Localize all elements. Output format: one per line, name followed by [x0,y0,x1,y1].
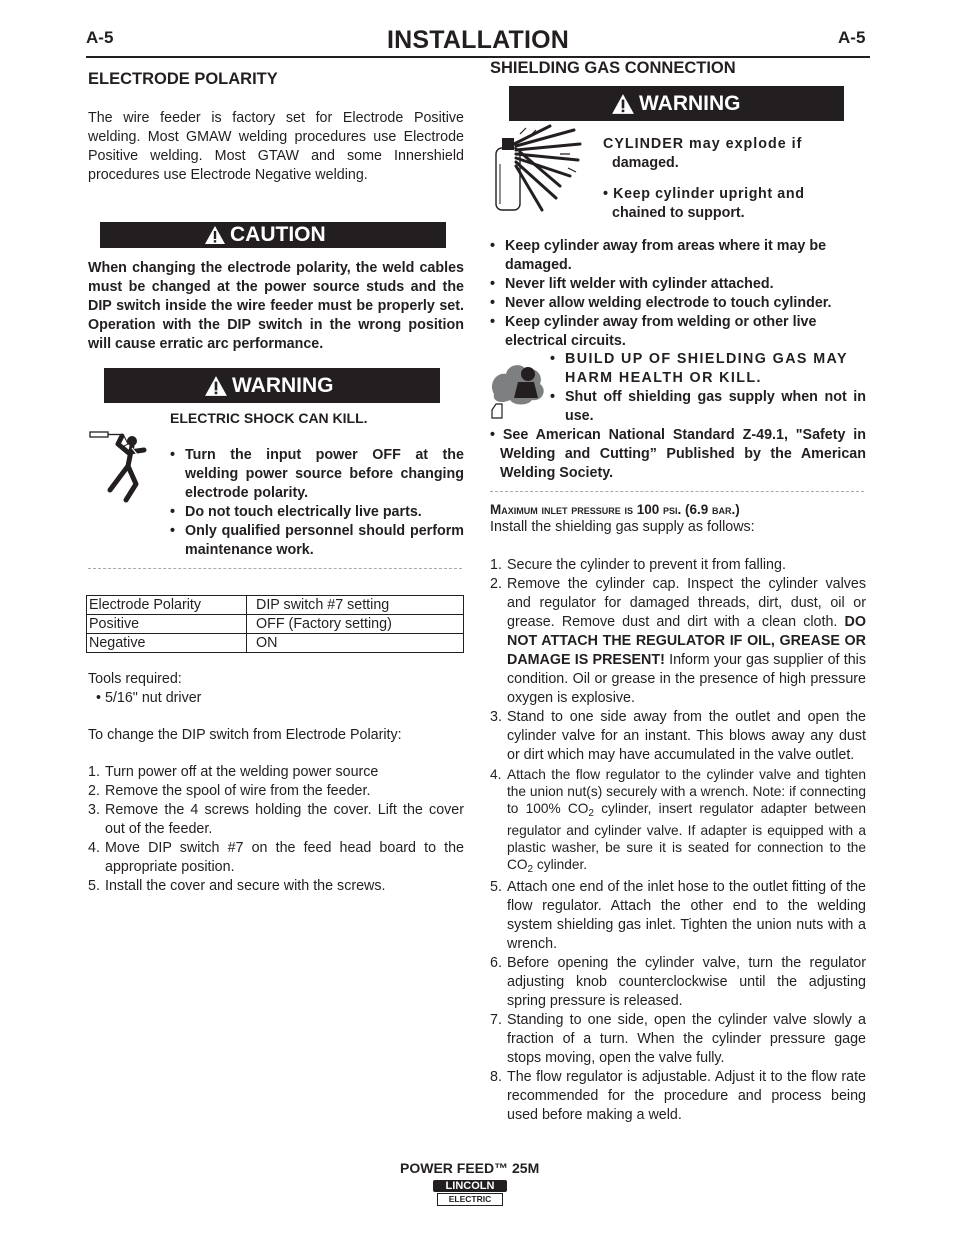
cylinder-warning-line2: damaged. [612,155,679,171]
list-item: 5. Install the cover and secure with the screws. [88,878,386,894]
install-intro: Install the shielding gas supply as follows: [490,519,755,535]
gas-hazard-icon [488,358,550,424]
table-header-row [87,596,464,615]
polarity-intro: The wire feeder is factory set for Electrode Positive welding. Most GMAW welding procedures use Electrode Positive welding. Most GTAW and some Innershield procedures use Electrode Negative welding. [88,110,464,183]
list-item: 3. Stand to one side away from the outlet and open the cylinder valve for an instant. This blows away any dust or dirt which may have accumulated in the valve outlet. [490,709,866,763]
cylinder-bullet-1: Keep cylinder away from areas where it may be damaged. [505,238,827,273]
table-cell: OFF (Factory setting) [247,615,464,634]
caution-label: CAUTION [230,223,326,246]
cylinder-keep-line2: chained to support. [612,205,745,221]
caution-triangle-icon [204,225,226,245]
shock-bullet-1: Turn the input power OFF at the welding power source before changing electrode polarity. [185,447,464,501]
list-item: 2. Remove the spool of wire from the feeder. [88,783,371,799]
gas-install-steps [490,556,866,1125]
header-rule [86,56,870,58]
list-item: 3. Remove the 4 screws holding the cover. Lift the cover out of the feeder. [88,802,464,837]
tools-item: • 5/16" nut driver [96,690,202,706]
shock-bullets: • Turn the input power OFF at the welding power source before changing electrode polarity. • Do not touch electrically live parts. • Only qualified personnel should perform maintenance work. [170,447,464,558]
page-title: INSTALLATION [387,26,570,54]
gas-bullet-1: BUILD UP OF SHIELDING GAS MAY HARM HEALTH OR KILL. [565,351,848,386]
electrode-polarity-heading: ELECTRODE POLARITY [88,70,278,88]
lincoln-electric-logo [433,1180,507,1206]
caution-banner [100,222,446,248]
list-item: 5. Attach one end of the inlet hose to the outlet fitting of the flow regulator. Attach the other end to the welding system shielding gas inlet. Tighten the union nuts with a wrench. [490,879,866,952]
ansi-note: • See American National Standard Z-49.1, "Safety in Welding and Cutting” Published by the American Welding Society. [490,427,866,481]
dip-switch-table [86,595,464,653]
table-cell: ON [247,634,464,653]
page-number-left: A-5 [86,28,114,47]
max-pressure: Maximum inlet pressure is 100 psi. (6.9 bar.) [490,502,740,517]
gas-warning-banner [509,86,844,121]
shock-warning-banner [104,368,440,403]
product-name: POWER FEED™ 25M [400,1160,540,1176]
electric-shock-icon [88,428,164,504]
shielding-gas-heading: SHIELDING GAS CONNECTION [490,59,736,77]
table-cell: Positive [87,615,247,634]
gas-bullets: • BUILD UP OF SHIELDING GAS MAY HARM HEALTH OR KILL. • Shut off shielding gas supply when not in use. [550,351,866,424]
table-row [87,634,464,653]
shock-title: ELECTRIC SHOCK CAN KILL. [170,410,368,426]
shock-bullet-2: Do not touch electrically live parts. [185,504,422,520]
cylinder-bullet-2: Never lift welder with cylinder attached. [505,276,774,292]
cylinder-bullets: • Keep cylinder away from areas where it may be damaged. • Never lift welder with cylinder attached. • Never allow welding electrode to touch cylinder. • Keep cylinder away from welding or other live electrical circuits. [490,238,832,349]
list-item: 2. Remove the cylinder cap. Inspect the cylinder valves and regulator for damaged threads, dirt, dust, oil or grease. Remove dust and dirt with a clean cloth. DO NOT ATTACH THE REGULATOR IF OIL, GREASE OR DAMAGE IS PRESENT! Inform your gas supplier of this condition. Oil or grease in the presence of high pressure oxygen is explosive. [490,576,866,706]
list-item: 1. Turn power off at the welding power source [88,764,379,780]
table-cell: Negative [87,634,247,653]
cylinder-keep-line1: • Keep cylinder upright and [603,186,805,202]
list-item: 7. Standing to one side, open the cylinder valve slowly a fraction of a turn. When the cylinder pressure gage stops moving, open the valve fully. [490,1012,866,1066]
table-header-cell: Electrode Polarity [87,596,247,615]
step2-bold-warning: DO NOT ATTACH THE REGULATOR IF OIL, GREASE OR DAMAGE IS PRESENT! [507,614,866,668]
warning-label: WARNING [639,91,741,115]
logo-bottom: ELECTRIC [437,1193,503,1206]
cylinder-bullet-3: Never allow welding electrode to touch cylinder. [505,295,832,311]
gas-bullet-2: Shut off shielding gas supply when not in use. [565,389,866,424]
right-divider [490,491,864,492]
table-header-cell: DIP switch #7 setting [247,596,464,615]
list-item: 4. Move DIP switch #7 on the feed head board to the appropriate position. [88,840,464,875]
page-number-right: A-5 [838,28,866,47]
list-item: 4. Attach the flow regulator to the cylinder valve and tighten the union nut(s) securely with a wrench. Note: if connecting to 100% $CO_2$ cylinder, insert regulator adapter between regulator and cylinder valve. If adapter is equipped with a plastic washer, be sure it is seated for connection to the $CO_2$ cylinder. [490,767,867,875]
cylinder-bullet-4: Keep cylinder away from welding or other live electrical circuits. [505,314,817,349]
change-intro: To change the DIP switch from Electrode Polarity: [88,727,402,743]
cylinder-explosion-icon [490,124,586,214]
caution-text: When changing the electrode polarity, the weld cables must be changed at the power source studs and the DIP switch inside the wire feeder must be properly set. Operation with the DIP switch in the wrong position will cause erratic arc performance. [88,260,464,352]
dip-steps-list [88,763,464,896]
cylinder-warning-line1: CYLINDER may explode if [603,136,803,152]
list-item: 6. Before opening the cylinder valve, turn the regulator adjusting knob counterclockwise until the adjusting spring pressure is released. [490,955,866,1009]
table-row [87,615,464,634]
list-item: 1. Secure the cylinder to prevent it from falling. [490,557,786,573]
tools-label: Tools required: [88,671,182,687]
left-divider [88,568,462,569]
shock-bullet-3: Only qualified personnel should perform maintenance work. [185,523,464,558]
warning-triangle-icon [611,93,635,115]
logo-top: LINCOLN [433,1180,507,1192]
list-item: 8. The flow regulator is adjustable. Adjust it to the flow rate recommended for the procedure and process being used before making a weld. [490,1069,866,1123]
warning-triangle-icon [204,375,228,397]
warning-label: WARNING [232,373,334,397]
